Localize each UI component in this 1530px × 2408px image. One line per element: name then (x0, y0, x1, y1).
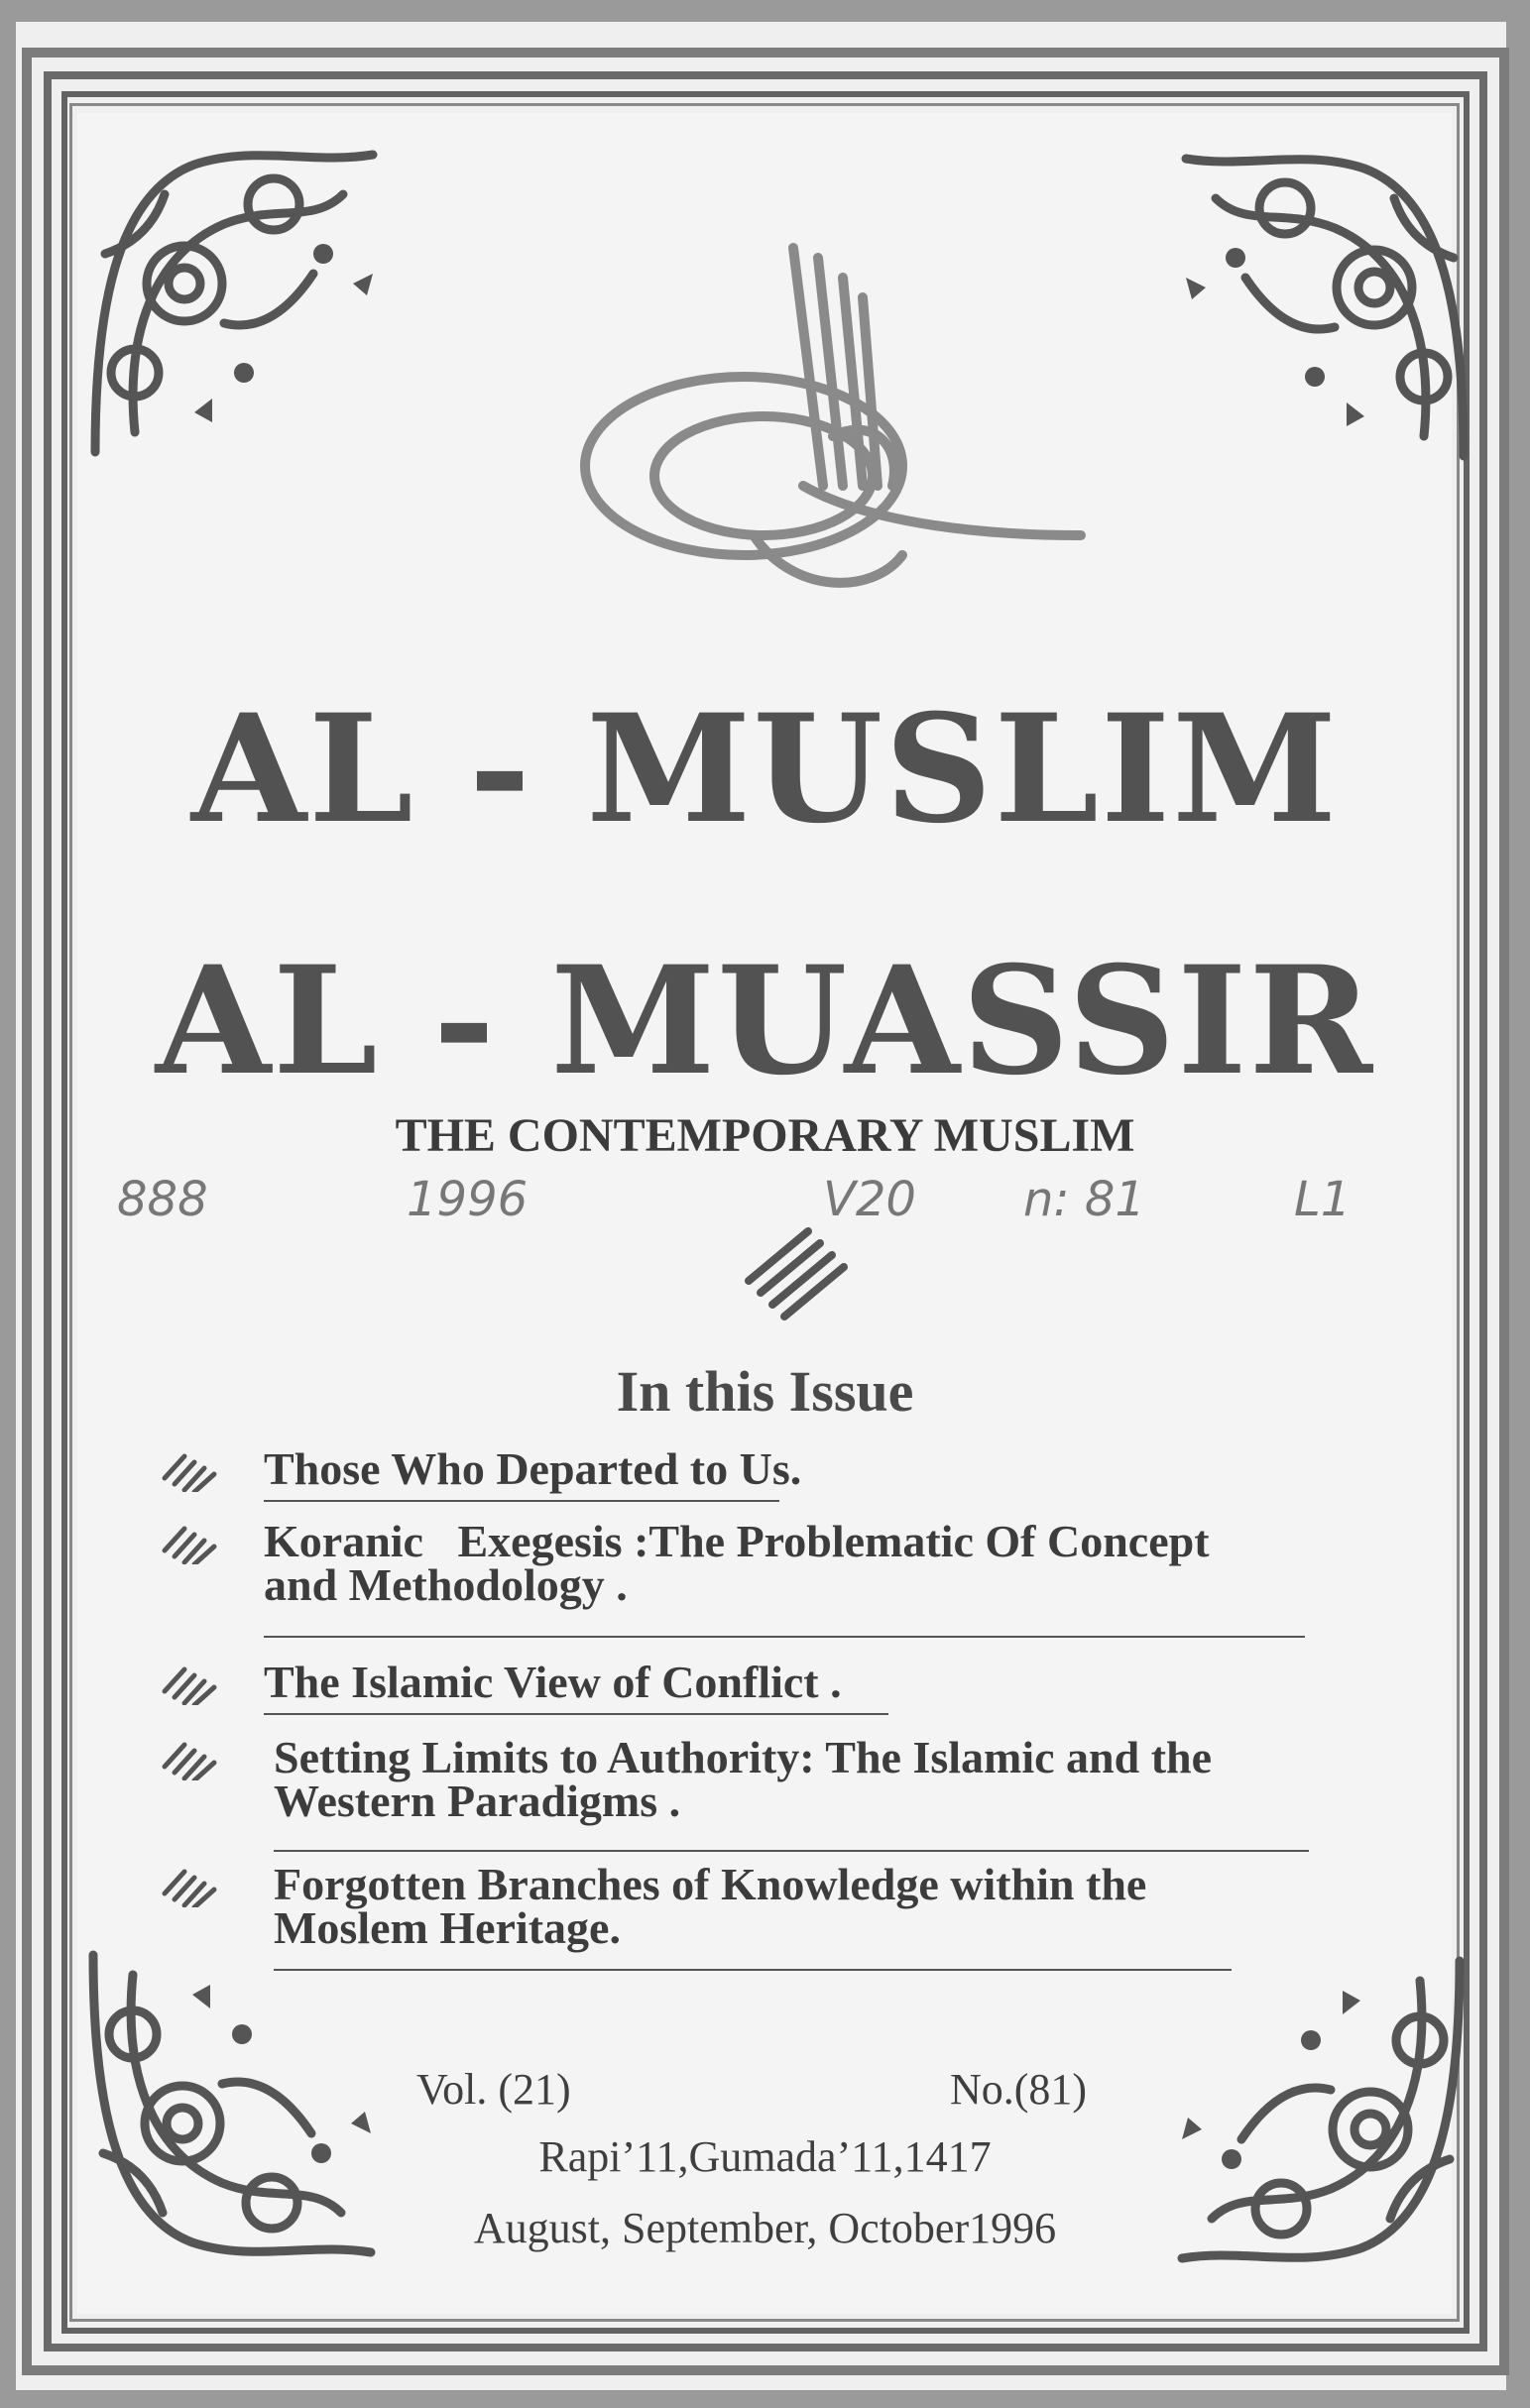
toc-item-title: Those Who Departed to Us. (264, 1443, 802, 1494)
toc-item-title-continued: and Methodology . (264, 1559, 628, 1610)
toc-item-title: Setting Limits to Authority: The Islamic and the (274, 1732, 1213, 1782)
handwritten-note-4: n: 81 (1023, 1172, 1145, 1227)
stripes-bullet-icon (159, 1663, 218, 1705)
volume-number: Vol. (21) (416, 2065, 571, 2114)
issue-number: No.(81) (950, 2065, 1088, 2114)
stripes-bullet-icon (159, 1739, 218, 1780)
toc-underline (264, 1636, 1305, 1638)
toc-item-title: Koranic Exegesis :The Problematic Of Concept (264, 1516, 1210, 1566)
stripes-emblem-icon (739, 1221, 858, 1320)
handwritten-note-5: L1 (1294, 1172, 1352, 1227)
toc-item (159, 1731, 1309, 1860)
toc-underline (274, 1969, 1232, 1971)
toc-underline (264, 1500, 779, 1502)
toc-underline (274, 1850, 1309, 1852)
stripes-bullet-icon (159, 1523, 218, 1564)
toc-item (159, 1515, 1309, 1644)
magazine-title-line-2: AL - MUASSIR (155, 934, 1375, 1108)
tughra-calligraphy-emblem (575, 238, 1091, 615)
toc-item-title-continued: Moslem Heritage. (274, 1902, 621, 1953)
magazine-title-line-1: AL - MUSLIM (190, 682, 1340, 857)
gregorian-date: August, September, October1996 (473, 2204, 1057, 2252)
toc-item-title-continued: Western Paradigms . (274, 1776, 681, 1826)
toc-item (159, 1858, 1309, 1987)
corner-ornament-top-right (1146, 139, 1483, 476)
handwritten-note-3: V20 (823, 1172, 916, 1227)
toc-item (159, 1656, 1309, 1725)
handwritten-note-2: 1996 (407, 1172, 529, 1227)
corner-ornament-top-left (75, 135, 412, 472)
toc-item (159, 1442, 1309, 1512)
toc-item-title: Forgotten Branches of Knowledge within the (274, 1859, 1147, 1909)
hijri-date: Rapi’11,Gumada’11,1417 (538, 2132, 992, 2181)
toc-underline (264, 1713, 888, 1715)
in-this-issue-heading: In this Issue (616, 1359, 914, 1424)
handwritten-note-1: 888 (117, 1172, 208, 1227)
stripes-bullet-icon (159, 1450, 218, 1492)
toc-item-title: The Islamic View of Conflict . (264, 1657, 842, 1707)
stripes-bullet-icon (159, 1866, 218, 1907)
magazine-subtitle: THE CONTEMPORARY MUSLIM (395, 1109, 1135, 1162)
